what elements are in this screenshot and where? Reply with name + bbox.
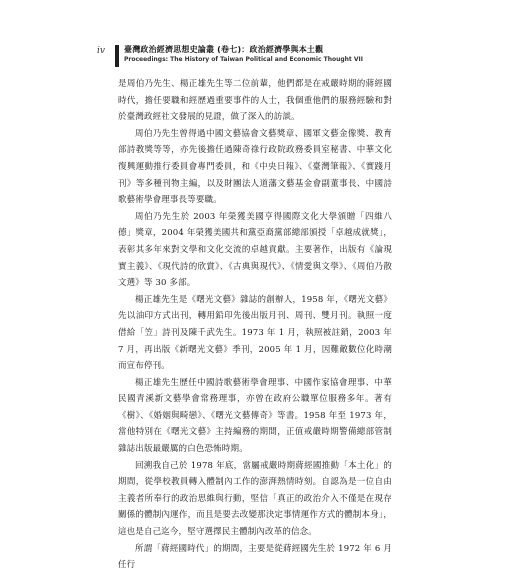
paragraph: 楊正雄先生是《曙光文藝》雜誌的創辦人，1958 年，《曙光文藝》先以油印方式出刊，轉用鉛印先後出版月刊、周刊、雙月刊。執照一度借給「笠」詩刊及陳千武先生。1973 年 1 月，執照被註銷，2003 年 7 月，再出版《新曙光文藝》季刊，2005 年 1 月，因難敵數位化時潮而宣布停刊。 [118,294,392,372]
book-title: 臺灣政治經濟思想史論叢 (卷七)：政治經濟學與本土觀 [124,45,324,54]
body-text [118,76,392,574]
paragraph: 周伯乃先生於 2003 年榮獲美國亨得國際文化大學頒贈「四維八德」獎章，2004 年榮獲美國共和黨亞裔黨部總部頒授「卓越成就獎」，表彰其多年來對文學和文化交流的卓越貢獻。主要著作，出版有《論現實主義》、《現代詩的欣賞》、《古典與現代》、《情愛與文學》、《周伯乃散文選》等 30 多部。 [118,211,392,289]
paragraph: 是周伯乃先生、楊正雄先生等二位前輩，他們都是在戒嚴時期的蔣經國時代，擔任要職和經歷過重要事件的人士，我個重他們的服務經驗和對於臺灣政經社文發展的見證，做了深入的訪談。 [118,79,392,123]
paragraph: 所謂「蔣經國時代」的期間，主要是從蔣經國先生於 1972 年 6 月任行 [118,543,392,571]
paragraph: 回溯我自己於 1978 年底，當屬戒嚴時期蔣經國推動「本土化」的期間，從學校教員轉入體制內工作的澎湃熱情時刻。自認為是一位自由主義者所奉行的政治思維與行動，堅信「真正的政治介入不僅是在現存關係的體制內運作，而且是要去改變那決定事情運作方式的體制本身」，這也是自己迄今，堅守選擇民主體制內改革的信念。 [118,460,392,538]
book-subtitle: Proceedings: The History of Taiwan Political and Economic Thought VII [124,56,363,63]
header-rule-bar [115,45,119,67]
paragraph: 周伯乃先生曾得過中國文藝協會文藝獎章、國軍文藝金像獎、教育部詩教獎等等，亦先後擔任過陳奇祿行政院政務委員室秘書、中華文化復興運動推行委員會專門委員，和《中央日報》、《臺灣筆報》、《實踐月刊》等多種刊物主編，以及財團法人道藩文藝基金會副董事長、中國詩歌藝術學會理事長等要職。 [118,128,392,206]
paragraph: 楊正雄先生歷任中國詩歌藝術學會理事、中國作家協會理事、中華民國青溪新文藝學會常務理事，亦曾在政府公職單位服務多年。著有《樹》、《婚姻與畸戀》、《曙光文藝傳奇》等書。1958 年至 1973 年，當他特別在《曙光文藝》主持編務的期間，正值戒嚴時期警備總部管制雜誌出版最嚴厲的白色恐怖時期。 [118,377,392,455]
page-number: iv [97,46,105,56]
running-header [0,44,520,68]
